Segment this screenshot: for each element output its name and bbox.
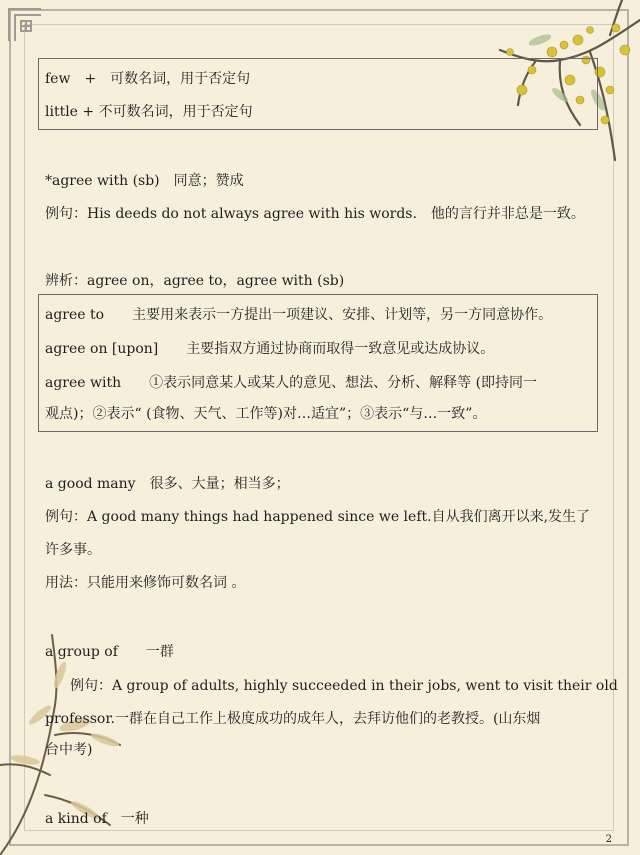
a-kind-of-title: a kind of 一种 [45,811,149,827]
a-good-many-usage: 用法：只能用来修饰可数名词 。 [45,575,246,591]
a-group-of-title: a group of 一群 [45,644,174,660]
agree-with-title: *agree with (sb) 同意；赞成 [45,173,244,189]
agree-with-example: 例句：His deeds do not always agree with his words. 他的言行并非总是一致。 [45,206,585,222]
a-good-many-example-2: 许多事。 [45,542,101,558]
analysis-agree-to: agree to 主要用来表示一方提出一项建议、安排、计划等，另一方同意协作。 [45,307,553,323]
a-group-of-example-2: professor.一群在自己工作上极度成功的成年人，去拜访他们的老教授。(山东烟 [45,711,541,727]
little-rule: little + 不可数名词，用于否定句 [45,104,253,120]
page-number: 2 [605,834,612,845]
analysis-agree-with-cont: 观点)；②表示“ (食物、天气、工作等)对…适宜”；③表示“与…一致”。 [45,406,487,422]
analysis-title: 辨析：agree on，agree to，agree with (sb) [45,273,345,289]
a-group-of-example-3: 台中考) [45,742,93,758]
analysis-agree-with: agree with ①表示同意某人或某人的意见、想法、分析、解释等 (即持同一 [45,375,538,391]
few-rule: few + 可数名词，用于否定句 [45,71,251,87]
analysis-agree-on: agree on [upon] 主要指双方通过协商而取得一致意见或达成协议。 [45,341,495,357]
a-group-of-example-1: 例句：A group of adults, highly succeeded in their jobs, went to visit their old [70,678,618,694]
a-good-many-title: a good many 很多、大量；相当多； [45,476,290,492]
a-good-many-example-1: 例句：A good many things had happened since we left.自从我们离开以来,发生了 [45,509,591,525]
corner-fret-icon [5,5,45,45]
